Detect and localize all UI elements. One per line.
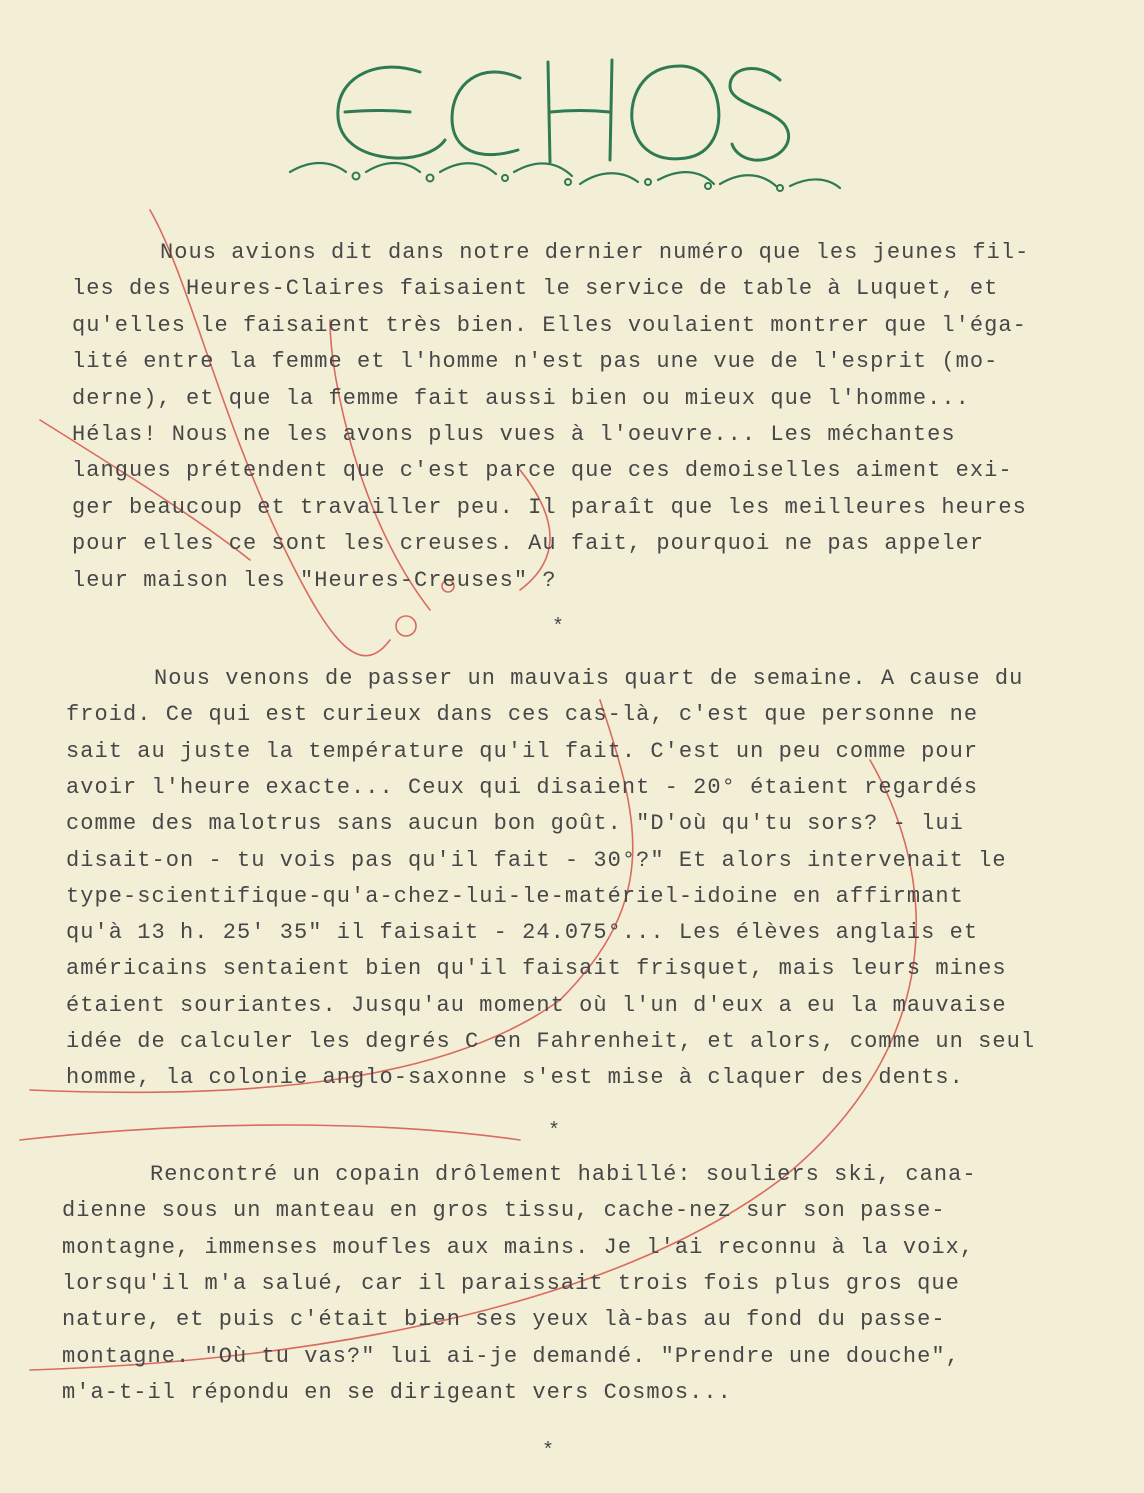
text-line: froid. Ce qui est curieux dans ces cas-là, c'est que personne ne — [66, 702, 979, 728]
text-line: lorsqu'il m'a salué, car il paraissait trois fois plus gros que — [62, 1270, 960, 1296]
text-line: sait au juste la température qu'il fait. C'est un peu comme pour — [66, 738, 979, 764]
text-line: étaient souriantes. Jusqu'au moment où l'un d'eux a eu la mauvaise — [66, 992, 1007, 1018]
page-title — [0, 0, 1, 1]
text-line: Nous venons de passer un mauvais quart de semaine. A cause du — [154, 666, 1024, 691]
text-line: type-scientifique-qu'a-chez-lui-le-matériel-idoine en affirmant — [66, 883, 964, 909]
title-letter-c — [452, 72, 520, 155]
text-line: langues prétendent que c'est parce que ces demoiselles aiment exi- — [72, 458, 1013, 484]
title-ornament-dots — [353, 173, 784, 192]
text-line: dienne sous un manteau en gros tissu, cache-nez sur son passe- — [62, 1198, 946, 1224]
text-line: m'a-t-il répondu en se dirigeant vers Cosmos... — [62, 1379, 732, 1405]
text-line: Nous avions dit dans notre dernier numéro que les jeunes fil- — [160, 240, 1030, 265]
text-line: montagne. "Où tu vas?" lui ai-je demandé. "Prendre une douche", — [62, 1343, 960, 1369]
text-line: qu'à 13 h. 25' 35" il faisait - 24.075°... Les élèves anglais et — [66, 920, 979, 946]
text-line: avoir l'heure exacte... Ceux qui disaient - 20° étaient regardés — [66, 774, 979, 800]
text-line: Hélas! Nous ne les avons plus vues à l'oeuvre... Les méchantes — [72, 422, 956, 447]
separator-asterisk: * — [548, 1120, 561, 1143]
text-line: nature, et puis c'était bien ses yeux là-bas au fond du passe- — [62, 1307, 946, 1333]
title-letter-e — [338, 67, 445, 158]
text-line: montagne, immenses moufles aux mains. Je l'ai reconnu à la voix, — [62, 1234, 975, 1260]
title-letter-o — [632, 66, 719, 159]
title-ornament — [290, 163, 840, 188]
text-line: comme des malotrus sans aucun bon goût. "D'où qu'tu sors? - lui — [66, 811, 964, 837]
title-letter-h — [548, 60, 612, 162]
text-line: lité entre la femme et l'homme n'est pas une vue de l'esprit (mo- — [72, 349, 999, 375]
text-line: idée de calculer les degrés C en Fahrenheit, et alors, comme un seul — [66, 1029, 1036, 1054]
text-line: derne), et que la femme fait aussi bien ou mieux que l'homme... — [72, 385, 970, 411]
separator-asterisk: * — [542, 1440, 555, 1463]
title-letter-s — [730, 69, 789, 161]
text-line: qu'elles le faisaient très bien. Elles voulaient montrer que l'éga- — [72, 312, 1027, 338]
text-line: disait-on - tu vois pas qu'il fait - 30°?" Et alors intervenait le — [66, 847, 1007, 873]
text-line: leur maison les "Heures-Creuses" ? — [72, 567, 557, 593]
separator-asterisk: * — [552, 616, 565, 639]
text-line: Rencontré un copain drôlement habillé: souliers ski, cana- — [150, 1162, 977, 1187]
text-line: ger beaucoup et travailler peu. Il paraît que les meilleures heures — [72, 494, 1027, 520]
text-line: américains sentaient bien qu'il faisait frisquet, mais leurs mines — [66, 956, 1007, 982]
text-line: homme, la colonie anglo-saxonne s'est mise à claquer des dents. — [66, 1065, 964, 1091]
text-line: pour elles ce sont les creuses. Au fait, pourquoi ne pas appeler — [72, 531, 985, 557]
text-line: les des Heures-Claires faisaient le service de table à Luquet, et — [72, 276, 999, 302]
